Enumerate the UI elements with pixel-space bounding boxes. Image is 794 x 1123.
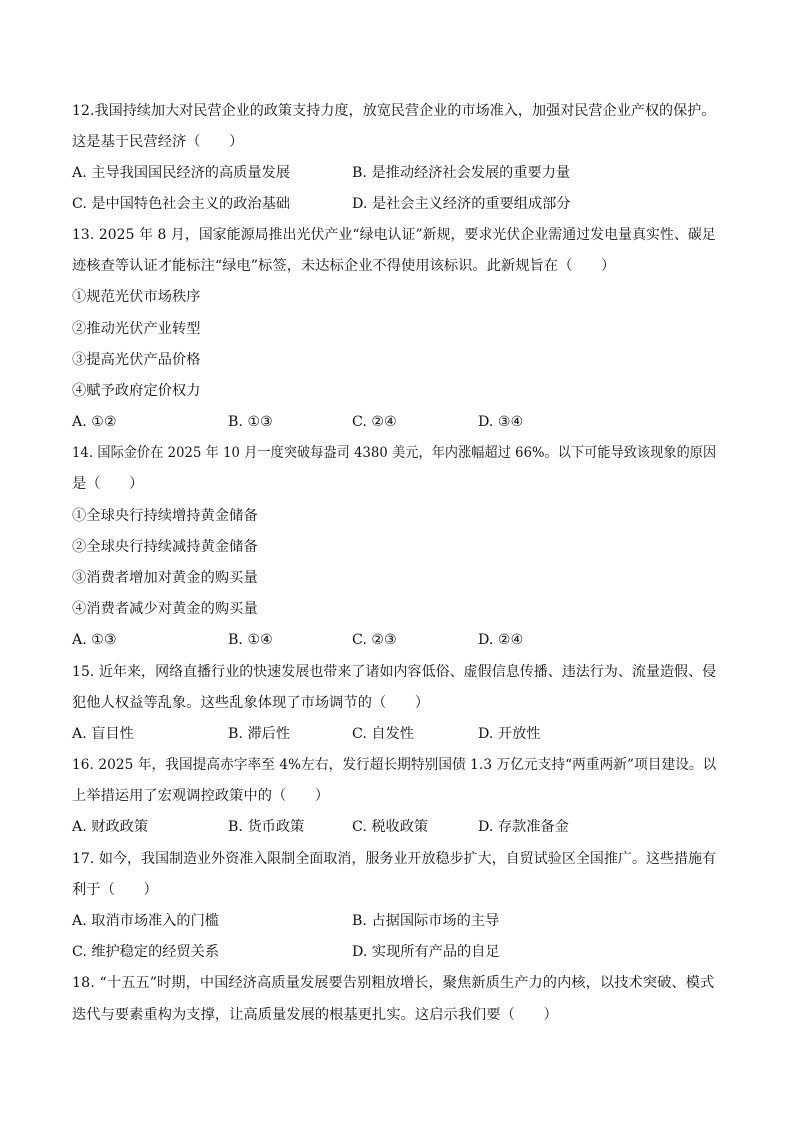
q16-option-b[interactable]: B. 货币政策: [228, 819, 305, 835]
q15-stem-line-2: 犯他人权益等乱象。这些乱象体现了市场调节的（ ）: [72, 695, 430, 711]
q15-stem-line-1: 15. 近年来，网络直播行业的快速发展也带来了诸如内容低俗、虚假信息传播、违法行为、流量造假、侵: [72, 664, 717, 680]
q18-stem-line-2: 迭代与要素重构为支撑，让高质量发展的根基更扎实。这启示我们要（ ）: [72, 1007, 558, 1023]
q13-option-b[interactable]: B. ①③: [228, 414, 273, 430]
q14-stem-line-2: 是（ ）: [72, 476, 144, 492]
q12-option-a[interactable]: A. 主导我国国民经济的高质量发展: [72, 165, 290, 181]
q14-option-d[interactable]: D. ②④: [478, 632, 524, 648]
q13-item-1: ①规范光伏市场秩序: [72, 289, 201, 305]
q16-option-a[interactable]: A. 财政政策: [72, 819, 149, 835]
q14-item-1: ①全球央行持续增持黄金储备: [72, 508, 258, 524]
q14-item-2: ②全球央行持续减持黄金储备: [72, 539, 258, 555]
q17-stem-line-2: 利于（ ）: [72, 882, 158, 898]
q15-option-b[interactable]: B. 滞后性: [228, 726, 291, 742]
q13-stem-line-2: 迹核查等认证才能标注“绿电”标签，未达标企业不得使用该标识。此新规旨在（ ）: [72, 258, 616, 274]
q16-stem-line-2: 上举措运用了宏观调控政策中的（ ）: [72, 788, 330, 804]
q13-option-c[interactable]: C. ②④: [352, 414, 397, 430]
q14-stem-line-1: 14. 国际金价在 2025 年 10 月一度突破每盎司 4380 美元，年内涨幅超过 66%。以下可能导致该现象的原因: [72, 445, 717, 461]
q13-option-a[interactable]: A. ①②: [72, 414, 117, 430]
q12-stem-line-1: 12.我国持续加大对民营企业的政策支持力度，放宽民营企业的市场准入，加强对民营企业产权的保护。: [72, 103, 716, 119]
q13-item-4: ④赋予政府定价权力: [72, 383, 201, 399]
q16-stem-line-1: 16. 2025 年，我国提高赤字率至 4%左右，发行超长期特别国债 1.3 万亿元支持“两重两新”项目建设。以: [72, 757, 717, 773]
q17-stem-line-1: 17. 如今，我国制造业外资准入限制全面取消，服务业开放稳步扩大，自贸试验区全国推广。这些措施有: [72, 851, 717, 867]
q15-option-d[interactable]: D. 开放性: [478, 726, 541, 742]
q17-option-b[interactable]: B. 占据国际市场的主导: [352, 913, 500, 929]
q17-option-a[interactable]: A. 取消市场准入的门槛: [72, 913, 219, 929]
q12-option-b[interactable]: B. 是推动经济社会发展的重要力量: [352, 165, 571, 181]
q12-stem-line-2: 这是基于民营经济（ ）: [72, 134, 244, 150]
q18-stem-line-1: 18. “十五五”时期，中国经济高质量发展要告别粗放增长，聚焦新质生产力的内核，以技术突破、模式: [72, 975, 715, 991]
q14-option-a[interactable]: A. ①③: [72, 632, 117, 648]
q17-option-c[interactable]: C. 维护稳定的经贸关系: [72, 944, 220, 960]
q15-option-a[interactable]: A. 盲目性: [72, 726, 134, 742]
q13-item-3: ③提高光伏产品价格: [72, 352, 201, 368]
q14-item-4: ④消费者减少对黄金的购买量: [72, 601, 258, 617]
q14-option-c[interactable]: C. ②③: [352, 632, 397, 648]
q12-option-d[interactable]: D. 是社会主义经济的重要组成部分: [352, 196, 571, 212]
q13-item-2: ②推动光伏产业转型: [72, 321, 201, 337]
q13-stem-line-1: 13. 2025 年 8 月，国家能源局推出光伏产业“绿电认证”新规，要求光伏企业需通过发电量真实性、碳足: [72, 227, 716, 243]
q15-option-c[interactable]: C. 自发性: [352, 726, 414, 742]
q12-option-c[interactable]: C. 是中国特色社会主义的政治基础: [72, 196, 290, 212]
q16-option-d[interactable]: D. 存款准备金: [478, 819, 569, 835]
q16-option-c[interactable]: C. 税收政策: [352, 819, 429, 835]
q14-option-b[interactable]: B. ①④: [228, 632, 273, 648]
q14-item-3: ③消费者增加对黄金的购买量: [72, 570, 258, 586]
q17-option-d[interactable]: D. 实现所有产品的自足: [352, 944, 500, 960]
q13-option-d[interactable]: D. ③④: [478, 414, 524, 430]
